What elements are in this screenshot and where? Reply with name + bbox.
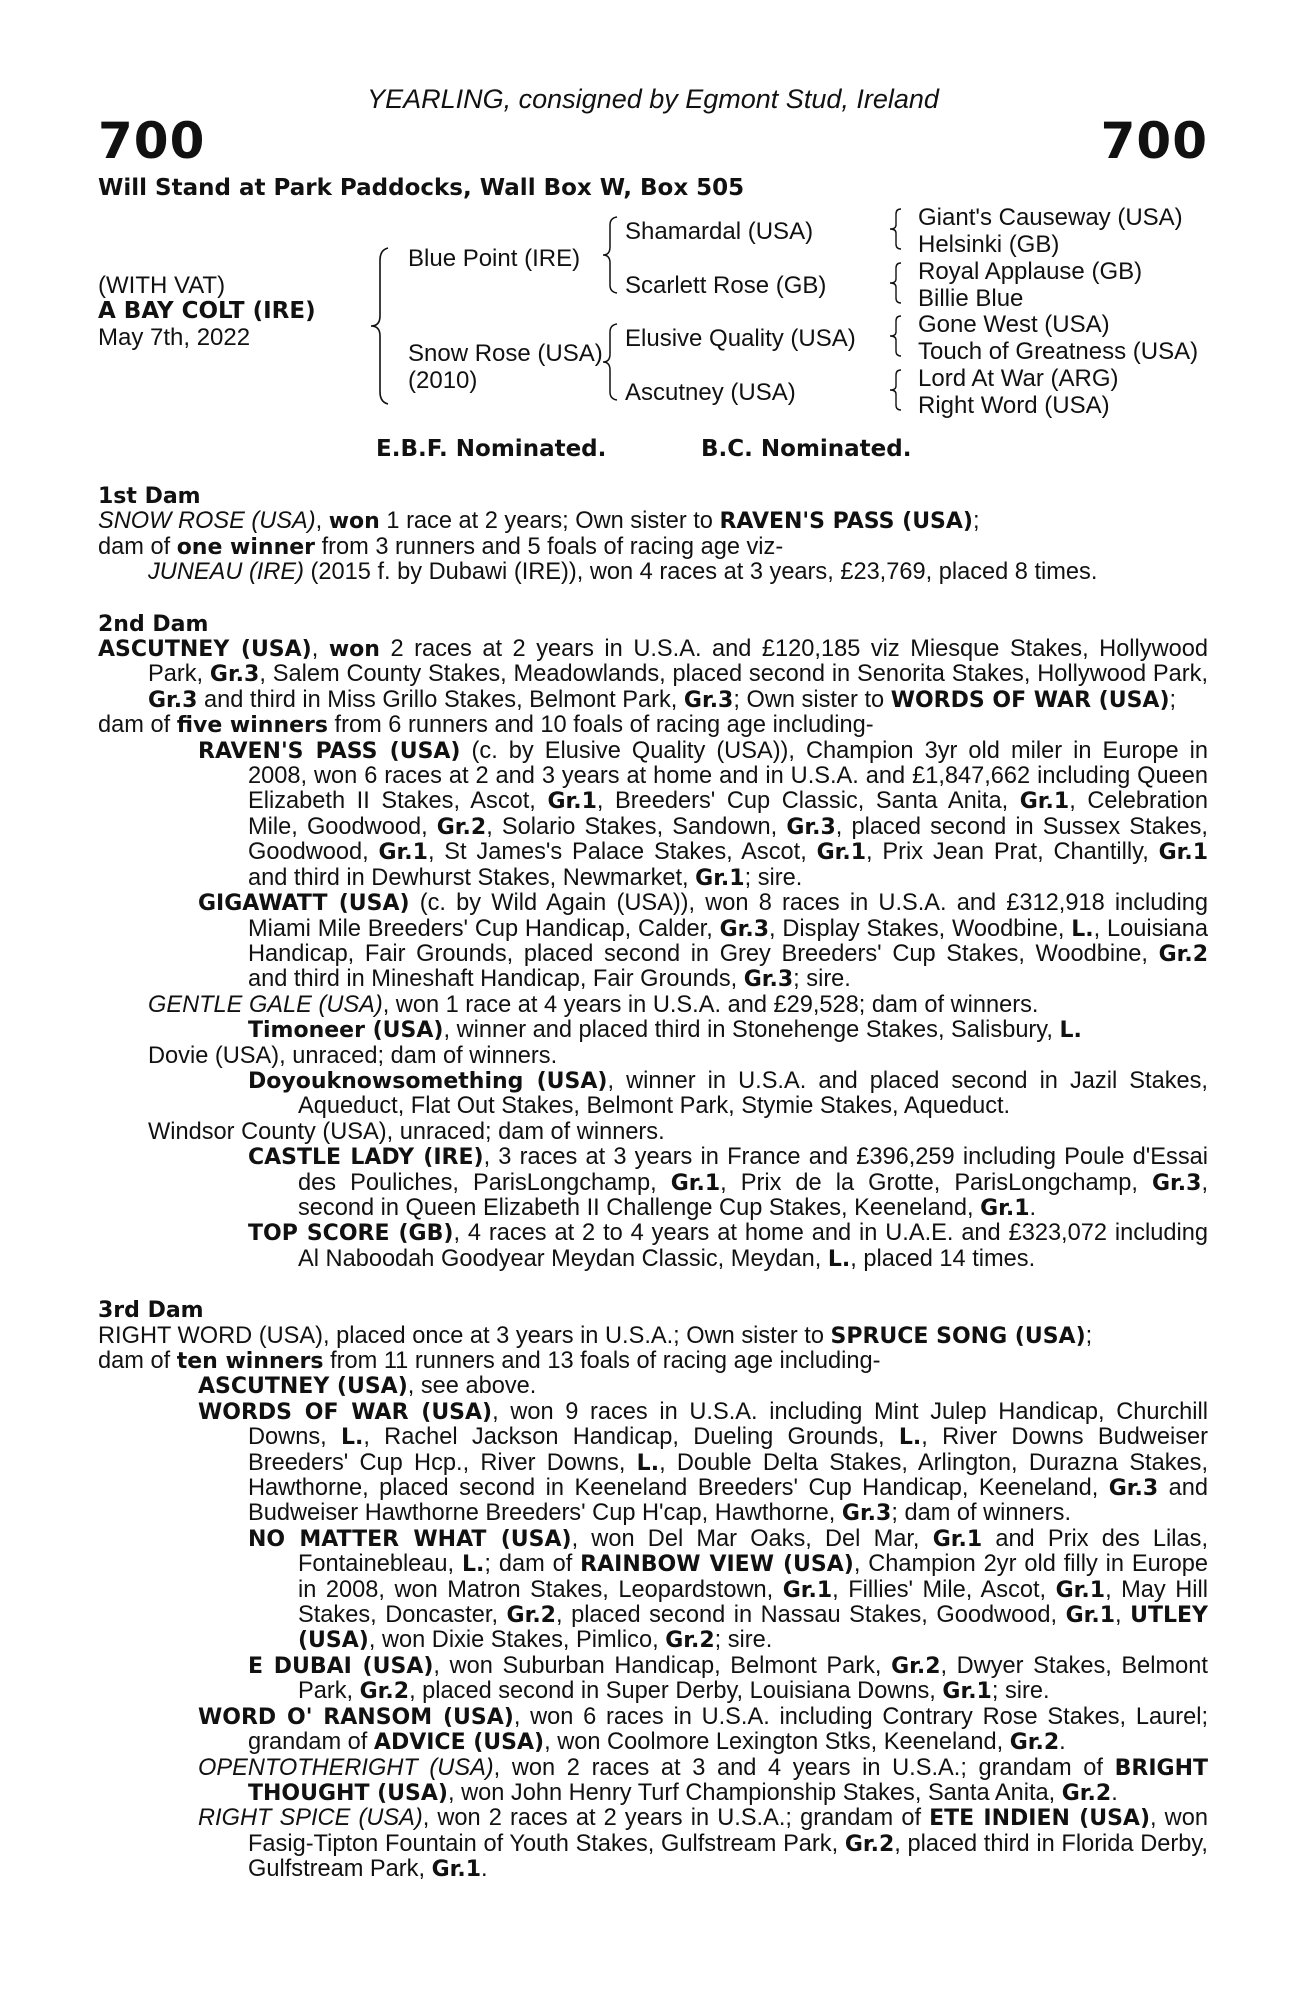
text-run: and third in Dewhurst Stakes, Newmarket, [248, 864, 696, 891]
foaling-date: May 7th, 2022 [98, 324, 251, 351]
bold-text: Gr.3 [683, 687, 734, 713]
second-dam-para [98, 993, 1208, 1018]
second-dam-para [98, 1069, 1208, 1120]
third-dam-para [98, 1400, 1208, 1527]
text-run: , Prix Jean Prat, Chantilly, [866, 839, 1159, 866]
pedigree-dam-year: (2010) [408, 367, 478, 394]
pedigree-g5: Gone West (USA) [918, 311, 1110, 338]
text-run: Windsor County (USA), unraced; dam of winners. [148, 1118, 665, 1145]
bold-text: ETE INDIEN (USA) [929, 1806, 1150, 1832]
text-run: , won 2 races at 3 and 4 years in U.S.A.; grandam of [493, 1754, 1115, 1781]
second-dam-para [98, 891, 1208, 993]
bold-text: Gr.1 [932, 1526, 983, 1552]
text-run: , Solario Stakes, Sandown, [486, 813, 787, 840]
text-run: , Celebration Mile, Goodwood, [248, 788, 1208, 840]
third-dam-title: 3rd Dam [98, 1298, 204, 1324]
text-run: dam of [98, 533, 177, 560]
text-run: , won 1 race at 4 years in U.S.A. and £29,528; dam of winners. [382, 991, 1039, 1018]
first-dam-para [98, 535, 1208, 560]
text-run: , won John Henry Turf Championship Stakes, Santa Anita, [447, 1779, 1062, 1806]
third-dam-para [98, 1756, 1208, 1807]
bold-text: ADVICE (USA) [373, 1730, 545, 1756]
pedigree-brace-g2 [888, 261, 904, 305]
second-dam-para [98, 739, 1208, 891]
bold-text: NO MATTER WHAT (USA) [248, 1526, 572, 1552]
text-run: . [1111, 1779, 1118, 1806]
first-dam-para [98, 560, 1208, 585]
bold-text: Gr.2 [1009, 1730, 1060, 1756]
pedigree-dam-dam: Ascutney (USA) [625, 379, 796, 406]
text-run: dam of [98, 1348, 177, 1374]
bold-text: won [328, 637, 380, 663]
bold-text: L. [898, 1425, 922, 1451]
second-dam-para [98, 1221, 1208, 1272]
text-run: from 11 runners and 13 foals of racing age including- [323, 1348, 881, 1374]
lot-number-left: 700 [98, 112, 206, 170]
text-run: , see above. [407, 1373, 537, 1400]
catalogue-page [98, 0, 1208, 2000]
horse-name: A BAY COLT (IRE) [98, 298, 316, 324]
text-run: , 3 races at 3 years in France and £396,259 including Poule d'Essai des Pouliches, ParisLongchamp, [298, 1144, 1209, 1196]
third-dam-para [98, 1349, 1208, 1374]
text-run: , May Hill Stakes, Doncaster, [298, 1576, 1208, 1629]
bold-text: Gr.3 [841, 1501, 892, 1527]
bold-text: L. [1059, 1018, 1082, 1044]
text-run: ; sire. [991, 1678, 1050, 1705]
text-run: and third in Mineshaft Handicap, Fair Grounds, [248, 966, 744, 993]
text-run: , winner in U.S.A. and placed second in Jazil Stakes, Aqueduct, Flat Out Stakes, Belmont Park, Stymie Stakes, Aqueduct. [298, 1067, 1208, 1120]
text-run: ; [1169, 686, 1177, 713]
bold-text: GIGAWATT (USA) [198, 891, 410, 917]
italic-text: SNOW ROSE (USA) [98, 508, 316, 535]
text-run: , won Suburban Handicap, Belmont Park, [433, 1652, 892, 1679]
bold-text: Gr.3 [1152, 1170, 1202, 1196]
text-run: 1 race at 2 years; Own sister to [379, 508, 720, 535]
text-run: 2 races at 2 years in U.S.A. and £120,185 viz Miesque Stakes, Hollywood Park, [148, 636, 1208, 688]
pedigree-g6: Touch of Greatness (USA) [918, 338, 1199, 365]
bold-text: Gr.3 [148, 687, 198, 713]
bold-text: ASCUTNEY (USA) [198, 1374, 408, 1400]
bold-text: Gr.1 [942, 1679, 992, 1705]
text-run: , St James's Palace Stakes, Ascot, [427, 839, 817, 866]
bc-nomination: B.C. Nominated. [701, 436, 912, 462]
bold-text: Timoneer (USA) [248, 1018, 444, 1044]
bold-text: BRIGHT THOUGHT (USA) [248, 1755, 1208, 1806]
lot-number-right: 700 [1100, 112, 1208, 170]
pedigree-g7: Lord At War (ARG) [918, 365, 1119, 392]
bold-text: Gr.1 [431, 1857, 481, 1883]
third-dam-para [98, 1324, 1208, 1349]
pedigree-brace-sire [601, 215, 621, 295]
bold-text: ten winners [176, 1349, 324, 1374]
bold-text: Gr.2 [665, 1628, 715, 1654]
first-dam-title: 1st Dam [98, 484, 201, 509]
bold-text: Gr.3 [209, 662, 260, 688]
second-dam-para [98, 1018, 1208, 1043]
text-run: , Breeders' Cup Classic, Santa Anita, [596, 788, 1020, 815]
text-run: , placed third in Florida Derby, Gulfstream Park, [248, 1830, 1208, 1883]
text-run: , [315, 508, 329, 535]
bold-text: RAVEN'S PASS (USA) [198, 738, 461, 764]
bold-text: Gr.3 [1108, 1476, 1159, 1502]
second-dam-para [98, 1145, 1208, 1221]
text-run: , Double Delta Stakes, Arlington, Durazna Stakes, Hawthorne, placed second in Keeneland Breeders' Cup Handicap, Keeneland, [248, 1449, 1209, 1502]
text-run: and Budweiser Hawthorne Breeders' Cup H'cap, Hawthorne, [248, 1475, 1208, 1527]
text-run: dam of [98, 712, 177, 739]
text-run: , won Coolmore Lexington Stks, Keeneland, [544, 1729, 1010, 1756]
bold-text: Gr.3 [719, 916, 769, 942]
text-run: , [311, 636, 329, 663]
text-run: (c. by Wild Again (USA)), won 8 races in U.S.A. and £312,918 including Miami Mile Breeders' Cup Handicap, Calder, [248, 890, 1208, 942]
bold-text: RAVEN'S PASS (USA) [719, 509, 973, 535]
pedigree-dam-sire: Elusive Quality (USA) [625, 325, 856, 352]
italic-text: RIGHT SPICE (USA) [198, 1805, 423, 1832]
text-run: , won Dixie Stakes, Pimlico, [368, 1627, 666, 1654]
bold-text: Gr.1 [670, 1170, 721, 1196]
text-run: , [1115, 1602, 1131, 1629]
bold-text: Gr.1 [1019, 789, 1070, 815]
italic-text: JUNEAU (IRE) [148, 559, 304, 586]
bold-text: Gr.2 [844, 1831, 895, 1857]
pedigree-body [98, 484, 1208, 1883]
pedigree-g3: Royal Applause (GB) [918, 258, 1143, 285]
text-run: , won 6 races in U.S.A. including Contrary Rose Stakes, Laurel; grandam of [248, 1703, 1209, 1756]
bold-text: L. [827, 1246, 851, 1272]
vat-note: (WITH VAT) [98, 272, 226, 299]
bold-text: Gr.1 [980, 1195, 1030, 1221]
bold-text: Gr.1 [782, 1577, 833, 1603]
text-run: , won 2 races at 2 years in U.S.A.; grandam of [422, 1805, 930, 1832]
bold-text: Gr.1 [547, 789, 597, 815]
text-run: , won 9 races in U.S.A. including Mint Julep Handicap, Churchill Downs, [248, 1398, 1208, 1451]
consignor-line: YEARLING, consigned by Egmont Stud, Ireland [367, 84, 939, 114]
text-run: ; Own sister to [733, 686, 891, 713]
text-run: ; sire. [744, 864, 803, 891]
text-run: ; [1085, 1322, 1093, 1349]
pedigree-brace-g4 [888, 368, 904, 412]
pedigree-sire-dam: Scarlett Rose (GB) [625, 272, 827, 299]
bold-text: Gr.2 [359, 1679, 410, 1705]
bold-text: Gr.1 [1055, 1577, 1106, 1603]
pedigree-brace-g1 [888, 207, 904, 251]
pedigree-sire-sire: Shamardal (USA) [625, 218, 814, 245]
text-run: Dovie (USA), unraced; dam of winners. [148, 1042, 558, 1069]
pedigree-brace-g3 [888, 314, 904, 358]
text-run: ; dam of [484, 1551, 581, 1578]
text-run: and Prix des Lilas, Fontainebleau, [298, 1525, 1209, 1578]
text-run: , won Fasig-Tipton Fountain of Youth Stakes, Gulfstream Park, [248, 1805, 1208, 1857]
pedigree-sire: Blue Point (IRE) [408, 245, 581, 272]
pedigree-g2: Helsinki (GB) [918, 231, 1060, 258]
text-run: ; dam of winners. [891, 1500, 1071, 1527]
third-dam-para [98, 1654, 1208, 1705]
text-run: (c. by Elusive Quality (USA)), Champion 3yr old miler in Europe in 2008, won 6 races at 2 and 3 years at home and in U.S.A. and £1,847,662 including Queen Elizabeth II Stakes, Ascot, [248, 737, 1208, 815]
text-run: , Salem County Stakes, Meadowlands, placed second in Senorita Stakes, Hollywood Park, [259, 661, 1208, 688]
text-run: , second in Queen Elizabeth II Challenge Cup Stakes, Keeneland, [298, 1169, 1208, 1221]
pedigree-g8: Right Word (USA) [918, 392, 1110, 419]
text-run: , placed second in Super Derby, Louisiana Downs, [409, 1678, 943, 1705]
bold-text: Gr.1 [378, 840, 428, 866]
text-run: , placed second in Sussex Stakes, Goodwood, [248, 813, 1208, 866]
italic-text: GENTLE GALE (USA) [148, 991, 383, 1018]
third-dam-para [98, 1374, 1208, 1399]
bold-text: L. [636, 1450, 660, 1476]
second-dam-para [98, 1044, 1208, 1069]
text-run: , Fillies' Mile, Ascot, [832, 1576, 1056, 1603]
bold-text: Gr.2 [891, 1653, 941, 1679]
bold-text: SPRUCE SONG (USA) [830, 1323, 1086, 1349]
text-run: , Display Stakes, Woodbine, [769, 915, 1072, 942]
text-run: from 6 runners and 10 foals of racing age including- [327, 712, 874, 739]
text-run: , Rachel Jackson Handicap, Dueling Grounds, [363, 1424, 899, 1451]
pedigree-dam: Snow Rose (USA) [408, 340, 603, 367]
italic-text: OPENTOTHERIGHT (USA) [198, 1754, 494, 1781]
bold-text: WORDS OF WAR (USA) [890, 687, 1170, 713]
text-run: ; sire. [714, 1627, 773, 1654]
text-run: . [1029, 1194, 1037, 1221]
ebf-nomination: E.B.F. Nominated. [376, 436, 607, 462]
second-dam-para [98, 1120, 1208, 1145]
text-run: RIGHT WORD (USA), placed once at 3 years in U.S.A.; Own sister to [98, 1322, 831, 1349]
pedigree-g4: Billie Blue [918, 285, 1024, 312]
text-run: ; [972, 508, 980, 535]
second-dam-para [98, 713, 1208, 738]
text-run: , Dwyer Stakes, Belmont Park, [298, 1652, 1208, 1705]
bold-text: Gr.2 [436, 814, 487, 840]
pedigree-brace-main [368, 246, 392, 406]
text-run: ; sire. [793, 966, 851, 993]
text-run: , won Del Mar Oaks, Del Mar, [571, 1525, 933, 1552]
text-run: , winner and placed third in Stonehenge Stakes, Salisbury, [443, 1017, 1060, 1044]
bold-text: TOP SCORE (GB) [248, 1221, 454, 1247]
bold-text: L. [1071, 916, 1094, 942]
text-run: , placed second in Nassau Stakes, Goodwood, [555, 1602, 1066, 1629]
bold-text: WORDS OF WAR (USA) [198, 1399, 493, 1425]
third-dam-para [98, 1806, 1208, 1882]
bold-text: Gr.2 [506, 1603, 556, 1629]
bold-text: Gr.2 [1158, 941, 1208, 967]
text-run: and third in Miss Grillo Stakes, Belmont Park, [197, 686, 684, 713]
text-run: (2015 f. by Dubawi (IRE)), won 4 races at 3 years, £23,769, placed 8 times. [304, 559, 1098, 586]
bold-text: UTLEY (USA) [298, 1603, 1208, 1654]
text-run: , River Downs Budweiser Breeders' Cup Hcp., River Downs, [248, 1424, 1208, 1476]
bold-text: Gr.3 [786, 814, 836, 840]
second-dam-title: 2nd Dam [98, 611, 209, 637]
bold-text: L. [340, 1425, 364, 1451]
bold-text: Doyouknowsomething (USA) [248, 1068, 608, 1094]
first-dam-para [98, 509, 1208, 534]
bold-text: won [328, 509, 380, 535]
pedigree-brace-dam [601, 322, 621, 402]
bold-text: Gr.1 [1065, 1603, 1116, 1629]
stand-location: Will Stand at Park Paddocks, Wall Box W, Box 505 [98, 175, 745, 201]
text-run: , placed 14 times. [850, 1245, 1036, 1272]
text-run: , 4 races at 2 to 4 years at home and in U.A.E. and £323,072 including Al Naboodah Goodyear Meydan Classic, Meydan, [298, 1220, 1209, 1272]
text-run: . [481, 1856, 488, 1883]
bold-text: CASTLE LADY (IRE) [248, 1145, 484, 1171]
third-dam-para [98, 1527, 1208, 1654]
second-dam-para [98, 637, 1208, 713]
text-run: , Louisiana Handicap, Fair Grounds, placed second in Grey Breeders' Cup Stakes, Woodbine, [248, 915, 1208, 967]
bold-text: Gr.1 [695, 865, 745, 891]
bold-text: RAINBOW VIEW (USA) [580, 1552, 854, 1578]
text-run: from 3 runners and 5 foals of racing age viz- [315, 533, 784, 560]
bold-text: E DUBAI (USA) [248, 1653, 434, 1679]
pedigree-g1: Giant's Causeway (USA) [918, 204, 1183, 231]
bold-text: five winners [176, 713, 328, 739]
bold-text: Gr.1 [816, 840, 867, 866]
text-run: . [1059, 1729, 1066, 1756]
bold-text: Gr.3 [743, 967, 794, 993]
text-run: , Champion 2yr old filly in Europe in 2008, won Matron Stakes, Leopardstown, [298, 1551, 1208, 1603]
third-dam-para [98, 1705, 1208, 1756]
bold-text: Gr.1 [1158, 840, 1208, 866]
bold-text: ASCUTNEY (USA) [98, 637, 312, 663]
text-run: , Prix de la Grotte, ParisLongchamp, [720, 1169, 1152, 1196]
bold-text: one winner [176, 534, 316, 560]
bold-text: WORD O' RANSOM (USA) [198, 1704, 514, 1730]
bold-text: L. [462, 1552, 485, 1578]
bold-text: Gr.2 [1061, 1780, 1112, 1806]
